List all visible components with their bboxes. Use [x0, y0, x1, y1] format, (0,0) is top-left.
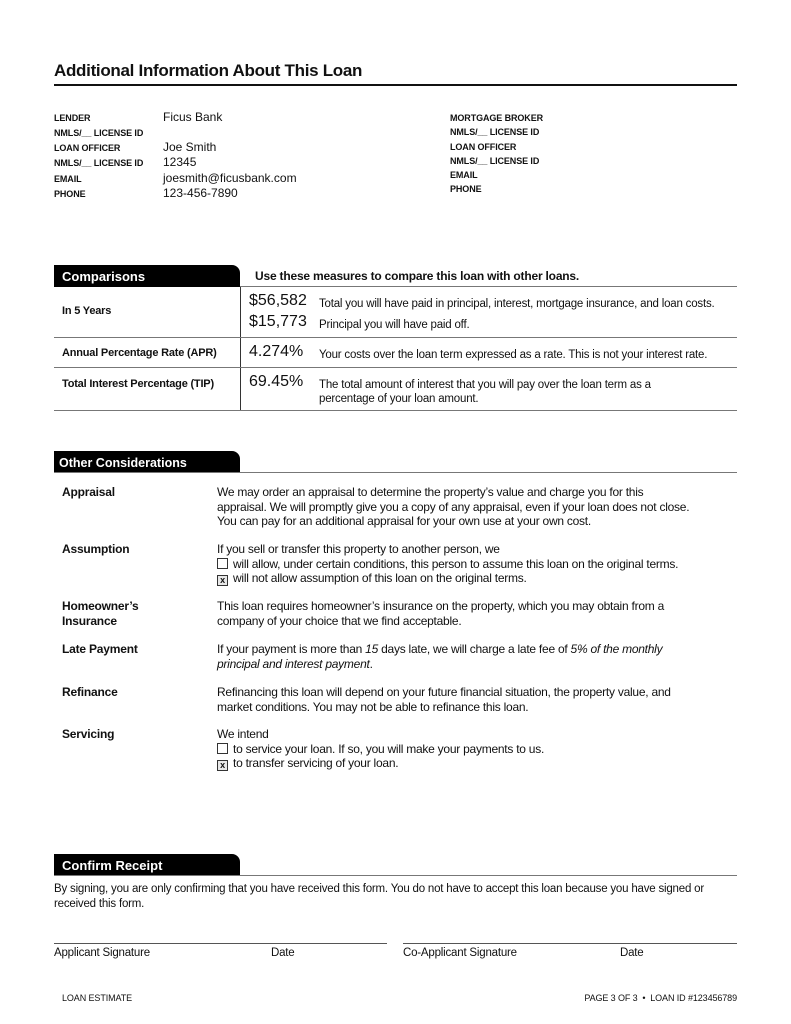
loan-officer-label: LOAN OFFICER: [54, 143, 121, 153]
email-value: joesmith@ficusbank.com: [163, 171, 297, 185]
broker-phone-label: PHONE: [450, 184, 482, 195]
comparisons-top-rule: [240, 286, 737, 287]
coapplicant-date-label: Date: [620, 947, 644, 959]
broker-officer-nmls-label: NMLS/__ LICENSE ID: [450, 155, 540, 166]
footer-form-name: LOAN ESTIMATE: [62, 993, 133, 1003]
appraisal-text: [217, 485, 742, 529]
broker-label: MORTGAGE BROKER: [450, 113, 544, 123]
principal-paid-value: $15,773: [249, 313, 307, 330]
confirm-receipt-rule: [54, 875, 737, 876]
phone-value: 123-456-7890: [163, 186, 238, 200]
comparisons-bottom-rule: [54, 410, 737, 411]
apr-desc: Your costs over the loan term expressed as a rate. This is not your interest rate.: [319, 349, 708, 361]
refinance-label: Refinance: [62, 685, 118, 699]
checkbox-checked-icon[interactable]: x: [217, 575, 228, 586]
applicant-signature-label: Applicant Signature: [54, 947, 150, 959]
broker-officer-label: LOAN OFFICER: [450, 141, 517, 152]
officer-nmls-value: 12345: [163, 155, 197, 169]
late-payment-label: Late Payment: [62, 642, 138, 656]
confirm-receipt-text: [54, 882, 737, 911]
text-line: If you sell or transfer this property to another person, we: [217, 542, 500, 556]
loan-officer-value: Joe Smith: [163, 140, 217, 154]
title-divider: [54, 84, 737, 86]
lender-label: LENDER: [54, 113, 91, 123]
confirm-receipt-header: Confirm Receipt: [54, 854, 240, 876]
assumption-option-allow: [217, 557, 742, 572]
text-line: Refinancing this loan will depend on your future financial situation, the property value, and: [217, 685, 671, 699]
comparisons-subtitle: Use these measures to compare this loan with other loans.: [255, 269, 580, 283]
other-considerations-header: Other Considerations: [54, 451, 240, 473]
lender-value: Ficus Bank: [163, 110, 223, 124]
checkbox-unchecked-icon[interactable]: [217, 743, 228, 754]
option-text: to transfer servicing of your loan.: [233, 756, 399, 770]
text-line: [217, 642, 742, 657]
applicant-date-label: Date: [271, 947, 295, 959]
officer-nmls-label: NMLS/__ LICENSE ID: [54, 158, 144, 168]
text-line: This loan requires homeowner’s insurance on the property, which you may obtain from a: [217, 599, 664, 613]
email-label: EMAIL: [54, 174, 82, 184]
broker-email-label: EMAIL: [450, 170, 478, 181]
checkbox-checked-icon[interactable]: x: [217, 760, 228, 771]
label-line: Homeowner’s: [62, 599, 139, 613]
lender-nmls-label: NMLS/__ LICENSE ID: [54, 128, 144, 138]
late-fee: 5% of the monthly: [570, 642, 663, 656]
row-divider: [54, 367, 737, 368]
servicing-option-service: [217, 742, 742, 757]
text-line: company of your choice that we find acceptable.: [217, 613, 462, 628]
text-line: You can pay for an additional appraisal for your own use at your own cost.: [217, 514, 591, 528]
text-line: We may order an appraisal to determine the property’s value and charge you for this: [217, 485, 644, 499]
row-label: Total Interest Percentage (TIP): [62, 378, 214, 390]
row-label: In 5 Years: [62, 305, 112, 317]
row-label: Annual Percentage Rate (APR): [62, 347, 217, 359]
comparisons-header: Comparisons: [54, 265, 240, 287]
total-paid-value: $56,582: [249, 292, 307, 309]
assumption-option-not-allow: [217, 571, 742, 586]
tip-value: 69.45%: [249, 373, 304, 390]
total-paid-desc: Total you will have paid in principal, interest, mortgage insurance, and loan costs.: [319, 298, 715, 310]
homeowners-insurance-text: [217, 599, 742, 628]
appraisal-label: Appraisal: [62, 485, 115, 499]
servicing-option-transfer: [217, 756, 742, 771]
text-line: market conditions. You may not be able to refinance this loan.: [217, 699, 529, 714]
footer-page-info: PAGE 3 OF 3 • LOAN ID #123456789: [584, 993, 737, 1003]
checkbox-unchecked-icon[interactable]: [217, 558, 228, 569]
assumption-text: [217, 542, 742, 586]
servicing-label: Servicing: [62, 727, 115, 741]
phone-label: PHONE: [54, 189, 86, 199]
broker-info: [450, 111, 543, 197]
text-line: [217, 657, 742, 672]
broker-nmls-label: NMLS/__ LICENSE ID: [450, 127, 540, 138]
tip-desc-line1: The total amount of interest that you will pay over the loan term as a: [319, 379, 651, 391]
text-line: By signing, you are only confirming that you have received this form. You do not have to accept this loan because you have signed or: [54, 883, 704, 895]
option-text: to service your loan. If so, you will make your payments to us.: [233, 741, 545, 756]
other-considerations-rule: [54, 472, 737, 473]
text-line: We intend: [217, 727, 269, 741]
principal-paid-desc: Principal you will have paid off.: [319, 319, 470, 331]
late-days: 15: [365, 642, 379, 656]
late-fee: principal and interest payment: [217, 656, 370, 671]
text-line: received this form.: [54, 897, 145, 910]
servicing-text: [217, 727, 742, 771]
row-divider: [54, 337, 737, 338]
coapplicant-signature-line[interactable]: [403, 943, 737, 944]
text-line: appraisal. We will promptly give you a copy of any appraisal, even if your loan does not close.: [217, 499, 690, 514]
text-part: days late, we will charge a late fee of: [378, 642, 571, 656]
comparisons-column-divider: [240, 287, 241, 411]
homeowners-insurance-label: [62, 599, 139, 628]
refinance-text: [217, 685, 742, 714]
text-part: If your payment is more than: [217, 642, 366, 656]
tip-desc-line2: percentage of your loan amount.: [319, 393, 479, 405]
page-title: Additional Information About This Loan: [54, 61, 363, 80]
option-text: will not allow assumption of this loan on the original terms.: [233, 571, 527, 585]
text-part: .: [369, 656, 373, 671]
option-text: will allow, under certain conditions, this person to assume this loan on the original terms.: [233, 556, 679, 571]
applicant-signature-line[interactable]: [54, 943, 387, 944]
label-line: Insurance: [62, 613, 117, 628]
late-payment-text: [217, 642, 742, 671]
assumption-label: Assumption: [62, 542, 130, 556]
coapplicant-signature-label: Co-Applicant Signature: [403, 947, 517, 959]
apr-value: 4.274%: [249, 343, 304, 360]
